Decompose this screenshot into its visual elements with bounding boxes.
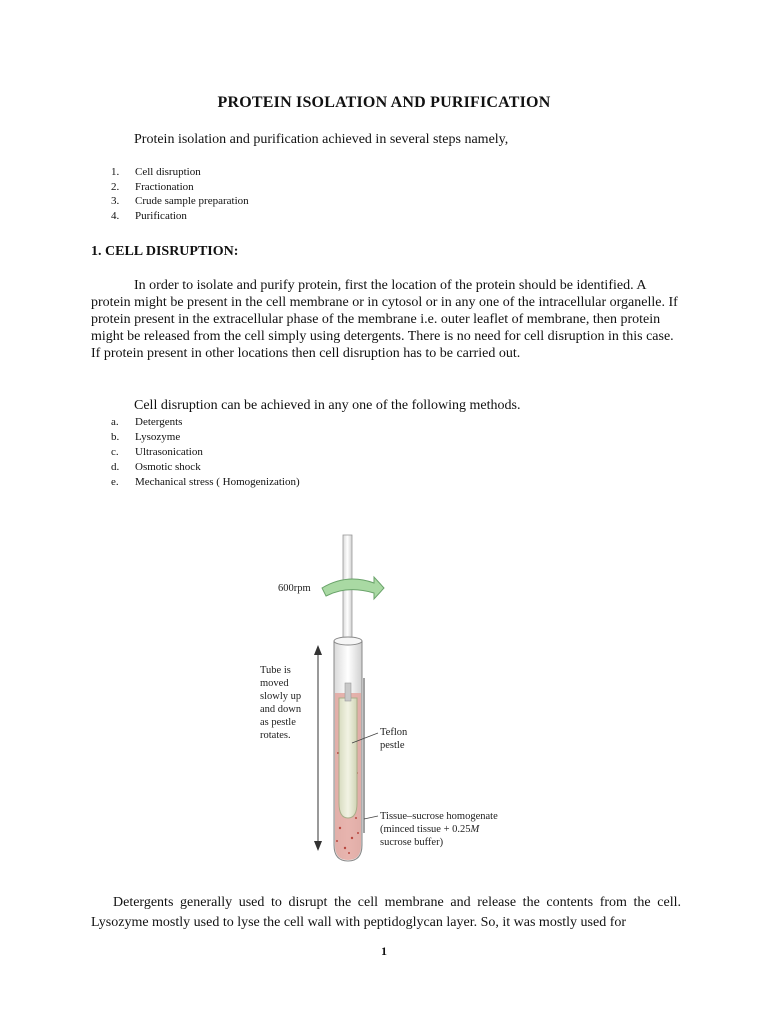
svg-text:moved: moved [260, 678, 289, 689]
paragraph-text: In order to isolate and purify protein, first the location of the protein should be identified. A protein might be present in the cell membrane or in cytosol or in any one of the intracellular organelle. If protein present in the extracellular phase of the membrane i.e. outer leaflet of membrane, then protein might be released from the cell simply using detergents. There is no need for cell disruption in this case. If protein present in other locations then cell disruption has to be carried out. [91, 278, 678, 361]
list-item: 3. Crude sample preparation [111, 195, 249, 208]
list-item: e. Mechanical stress ( Homogenization) [111, 476, 300, 488]
svg-text:Teflon: Teflon [380, 727, 408, 738]
svg-text:(minced tissue + 0.25M: (minced tissue + 0.25M [380, 824, 480, 835]
list-item: d. Osmotic shock [111, 461, 201, 473]
svg-text:Tissue–sucrose homogenate: Tissue–sucrose homogenate [380, 811, 498, 822]
section-heading: 1. CELL DISRUPTION: [91, 244, 239, 259]
page-number: 1 [381, 944, 387, 958]
list-item: a. Detergents [111, 416, 183, 428]
svg-text:Tube is: Tube is [260, 665, 291, 676]
list-item: 1. Cell disruption [111, 166, 201, 178]
svg-text:as pestle: as pestle [260, 717, 296, 728]
up-down-arrow-icon [314, 645, 322, 851]
list-item: b. Lysozyme [111, 431, 181, 443]
methods-list [111, 415, 300, 490]
list-item: 2. Fractionation [111, 180, 194, 193]
document-title: PROTEIN ISOLATION AND PURIFICATION [217, 94, 551, 111]
svg-text:rotates.: rotates. [260, 730, 291, 741]
svg-text:and down: and down [260, 704, 302, 715]
list-item: c. Ultrasonication [111, 446, 203, 458]
svg-text:slowly up: slowly up [260, 691, 302, 702]
teflon-pestle [339, 698, 357, 818]
pestle-label [380, 727, 408, 751]
svg-text:sucrose buffer): sucrose buffer) [380, 837, 444, 848]
paragraph [91, 277, 681, 362]
svg-text:pestle: pestle [380, 740, 405, 751]
tube-label [260, 665, 302, 741]
rotation-arrow-icon [322, 577, 384, 599]
paragraph-text: Detergents generally used to disrupt the cell membrane and release the contents from the cell. Lysozyme mostly used to lyse the cell wall with peptidoglycan layer. So, it was mostly used for [91, 895, 681, 930]
list-item: 4. Purification [111, 210, 187, 223]
glass-tube [334, 637, 364, 861]
methods-intro-text: Cell disruption can be achieved in any one of the following methods. [134, 398, 521, 413]
homogenate-label [380, 811, 498, 848]
homogenizer-figure [252, 533, 542, 863]
paragraph [91, 893, 681, 933]
steps-list [111, 165, 249, 224]
intro-text: Protein isolation and purification achieved in several steps namely, [134, 132, 509, 147]
rpm-label: 600rpm [278, 583, 311, 594]
